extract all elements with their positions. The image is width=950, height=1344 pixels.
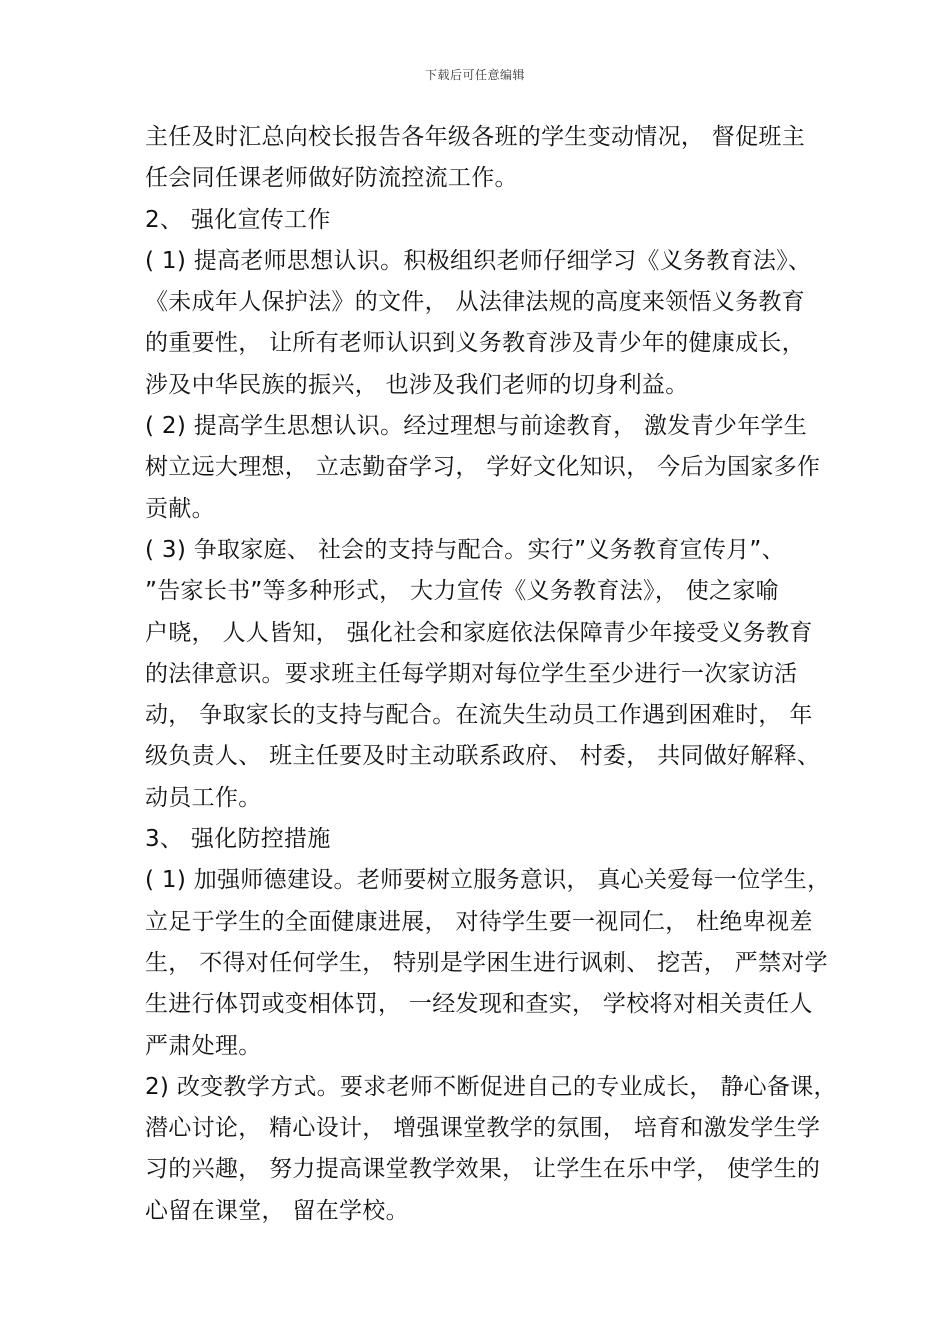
- section-heading: 2、 强化宣传工作: [145, 206, 331, 233]
- text-line: 立足于学生的全面健康进展， 对待学生要一视同仁， 杜绝卑视差: [145, 908, 813, 935]
- text-line: 级负责人、 班主任要及时主动联系政府、 村委， 共同做好解释、: [145, 743, 821, 770]
- text-line: 主任及时汇总向校长报告各年级各班的学生变动情况， 督促班主: [145, 124, 806, 150]
- text-line: 潜心讨论， 精心设计， 增强课堂教学的氛围， 培育和激发学生学: [145, 1115, 821, 1142]
- text-line: 心留在课堂， 留在学校。: [145, 1197, 409, 1224]
- text-line: 2) 改变教学方式。要求老师不断促进自己的专业成长， 静心备课，: [145, 1073, 837, 1100]
- text-line: 严肃处理。: [145, 1032, 262, 1059]
- text-line: 树立远大理想， 立志勤奋学习， 学好文化知识， 今后为国家多作: [145, 454, 821, 481]
- header-note: 下载后可任意编辑: [424, 68, 525, 82]
- body-text: [145, 117, 845, 1232]
- text-line: 《未成年人保护法》的文件， 从法律法规的高度来领悟义务教育: [145, 289, 806, 316]
- text-line: ( 1) 提高老师思想认识。积极组织老师仔细学习《义务教育法》、: [145, 247, 812, 274]
- text-line: 生， 不得对任何学生， 特别是学困生进行讽刺、 挖苦， 严禁对学: [145, 949, 828, 976]
- text-line: 户晓， 人人皆知， 强化社会和家庭依法保障青少年接受义务教育: [145, 619, 813, 646]
- text-line: 的法律意识。要求班主任每学期对每位学生至少进行一次家访活: [145, 660, 798, 687]
- text-line: ( 1) 加强师德建设。老师要树立服务意识， 真心关爱每一位学生，: [145, 867, 831, 894]
- text-line: 贡献。: [145, 495, 215, 522]
- text-line: ( 2) 提高学生思想认识。经过理想与前途教育， 激发青少年学生: [145, 413, 808, 440]
- section-heading: 3、 强化防控措施: [145, 826, 331, 853]
- text-line: ( 3) 争取家庭、 社会的支持与配合。实行”义务教育宣传月”、: [145, 536, 785, 563]
- text-line: 动员工作。: [145, 784, 262, 811]
- text-line: 涉及中华民族的振兴， 也涉及我们老师的切身利益。: [145, 371, 689, 398]
- text-line: 任会同任课老师做好防流控流工作。: [145, 165, 518, 192]
- text-line: 生进行体罚或变相体罚， 一经发现和查实， 学校将对相关责任人: [145, 991, 813, 1018]
- text-line: 的重要性， 让所有老师认识到义务教育涉及青少年的健康成长，: [145, 330, 806, 357]
- text-line: 习的兴趣， 努力提高课堂教学效果， 让学生在乐中学， 使学生的: [145, 1156, 821, 1183]
- text-line: 动， 争取家长的支持与配合。在流失生动员工作遇到困难时， 年: [145, 702, 813, 729]
- text-line: ”告家长书”等多种形式， 大力宣传《义务教育法》， 使之家喻: [145, 578, 779, 605]
